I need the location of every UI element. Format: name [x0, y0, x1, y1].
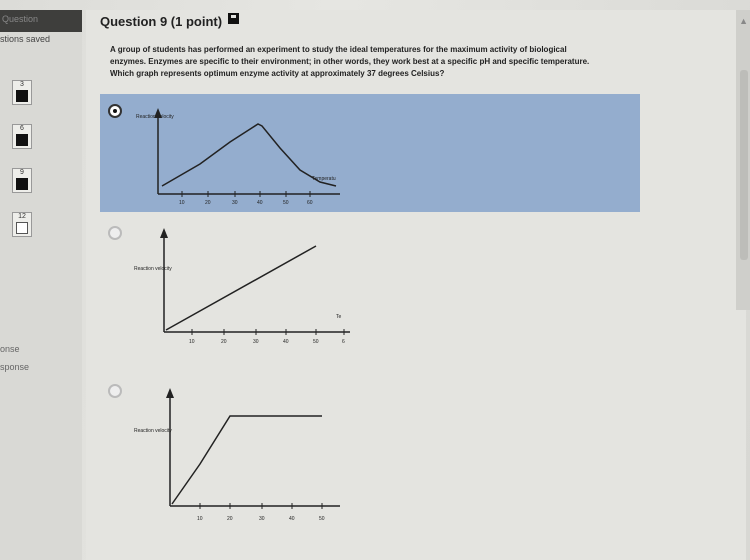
question-nav-item-9[interactable]	[12, 168, 32, 193]
y-axis-label: Reaction velocity	[134, 428, 172, 434]
tick-label: 10	[197, 516, 203, 522]
scrollbar-thumb[interactable]	[740, 70, 748, 260]
tick-label: 10	[189, 339, 195, 345]
tick-label: 20	[205, 200, 211, 206]
unsaved-icon	[16, 222, 28, 234]
graph-plateau	[100, 374, 640, 534]
tick-label: 50	[313, 339, 319, 345]
response-label: onse	[0, 344, 20, 354]
nav-topbar	[0, 10, 82, 32]
tick-label: 20	[227, 516, 233, 522]
y-axis-label: Reaction velocity	[134, 266, 172, 272]
x-axis-label: Te	[336, 314, 342, 320]
tick-label: 30	[253, 339, 259, 345]
tick-label: 60	[307, 200, 313, 206]
tick-label: 20	[221, 339, 227, 345]
saved-icon	[16, 178, 28, 190]
saved-icon	[16, 134, 28, 146]
question-nav-item-12[interactable]	[12, 212, 32, 237]
question-title: Question 9 (1 point)	[100, 14, 223, 29]
answer-option-1[interactable]	[100, 94, 640, 212]
scroll-up-icon[interactable]: ▲	[739, 16, 748, 26]
question-text: A group of students has performed an experiment to study the ideal temperatures for the maximum activity of biological enzymes. Enzymes are specific to their environment; in other words, they work best at a specific pH and specific temperature. Which graph represents optimum enzyme activity at approximately 37 degrees Celsius?	[110, 45, 590, 78]
y-axis-label: Reaction velocity	[136, 114, 174, 120]
tick-label: 30	[232, 200, 238, 206]
tick-label: 30	[259, 516, 265, 522]
saved-icon	[16, 90, 28, 102]
tick-label: 50	[283, 200, 289, 206]
question-nav-item-3[interactable]	[12, 80, 32, 105]
save-icon[interactable]	[228, 13, 239, 24]
answer-option-2[interactable]	[100, 216, 640, 356]
tick-label: 6	[342, 339, 345, 345]
question-nav-number: 6	[20, 125, 24, 132]
graph-linear	[100, 216, 640, 356]
tick-label: 10	[179, 200, 185, 206]
response-label: sponse	[0, 362, 30, 372]
question-nav-number: 3	[20, 81, 24, 88]
x-axis-label: Temperatu	[312, 176, 336, 182]
answer-option-3[interactable]	[100, 374, 640, 534]
question-nav-number: 9	[20, 169, 24, 176]
tick-label: 50	[319, 516, 325, 522]
graph-peak	[100, 94, 640, 212]
tick-label: 40	[257, 200, 263, 206]
tick-label: 40	[283, 339, 289, 345]
question-nav-item-6[interactable]	[12, 124, 32, 149]
tick-label: 40	[289, 516, 295, 522]
questions-saved-label: stions saved	[0, 34, 51, 44]
question-nav-number: 12	[18, 213, 26, 220]
nav-topbar-label: Question	[2, 14, 39, 24]
